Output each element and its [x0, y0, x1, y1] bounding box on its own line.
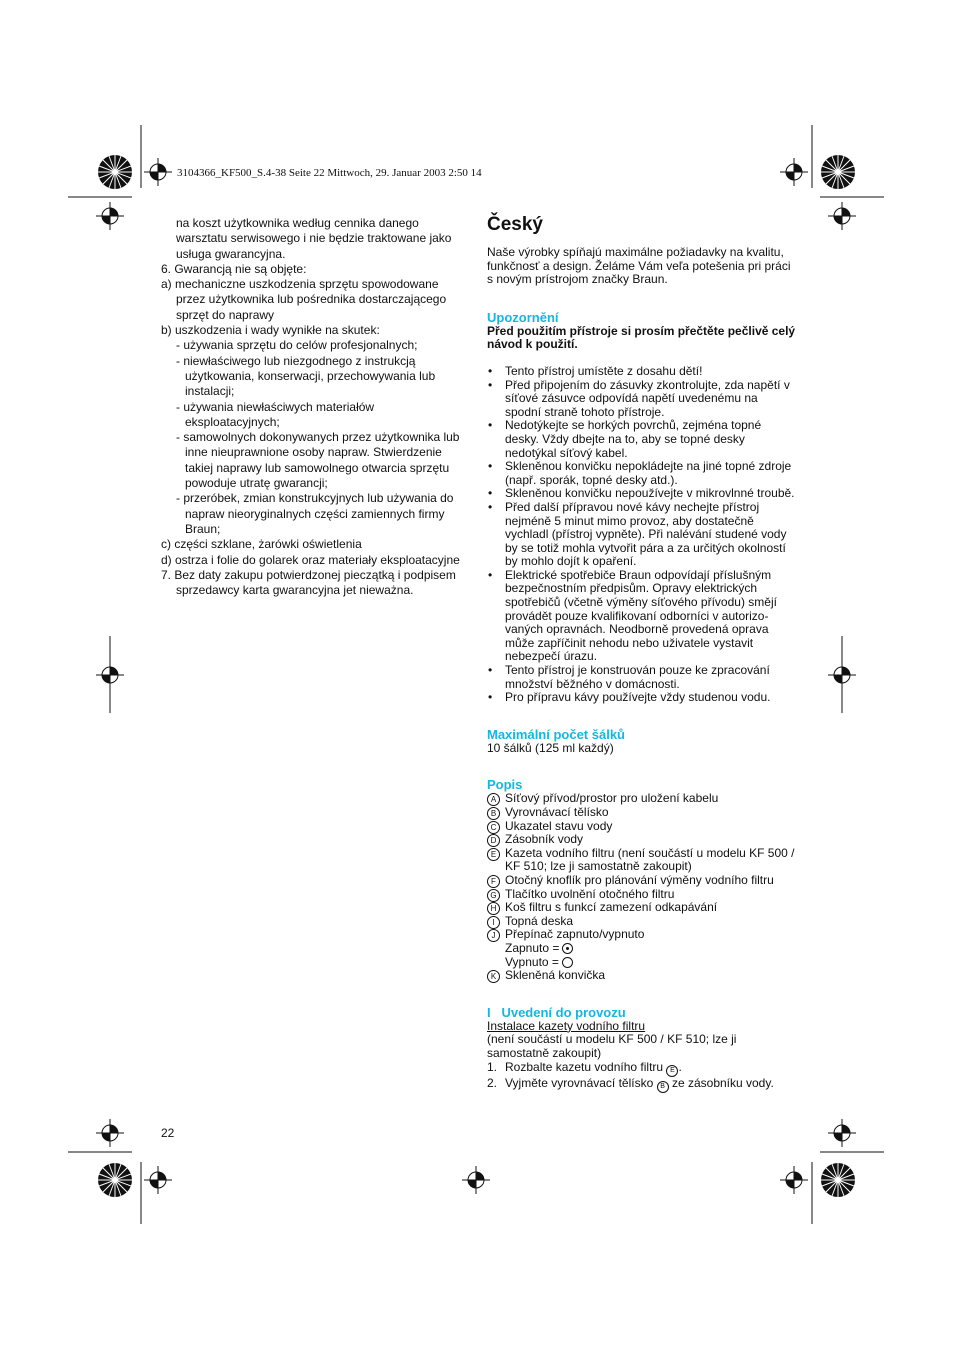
warranty-line: Braun;	[185, 521, 221, 536]
warranty-line: - używania niewłaściwych materiałów	[176, 399, 375, 414]
warning-item: • Skleněnou konvičku nepokládejte na jiné topné zdroje (např. sporák, topné desky atd.).	[487, 460, 797, 487]
part-text: Ukazatel stavu vody	[505, 818, 613, 833]
part-letter-icon: E	[487, 848, 500, 861]
part-text: Přepínač zapnuto/vypnuto	[505, 927, 645, 942]
warranty-line: - samowolnych dokonywanych przez użytkownika lub	[176, 430, 460, 445]
part-letter-icon: F	[487, 875, 500, 888]
warranty-line: przez użytkownika lub pośrednika dostarczającego	[176, 292, 447, 307]
warning-item: • Před připojením do zásuvky zkontrolujte, zda napětí v síťové zásuvce odpovídá napětí uvedenému na spodní straně tohoto přístroje.	[487, 379, 797, 420]
part-text: Zásobník vody	[505, 832, 584, 847]
part-text: Tlačítko uvolnění otočného filtru	[505, 886, 675, 901]
power-on-icon	[562, 943, 573, 954]
left-column-warranty-text	[161, 216, 471, 598]
part-item	[487, 792, 797, 806]
switch-on-row	[487, 942, 797, 956]
part-letter-icon: J	[487, 929, 500, 942]
part-item	[487, 888, 797, 902]
max-cups-text: 10 šálků (125 ml každý)	[487, 740, 614, 755]
print-slug: 3104366_KF500_S.4-38 Seite 22 Mittwoch, 29. Januar 2003 2:50 14	[177, 167, 482, 179]
part-item	[487, 806, 797, 820]
warning-item: • Elektrické spotřebiče Braun odpovídají příslušným bezpečnostním předpisům. Opravy elektrických spotřebičů (včetně výměny síťového přívodu) smějí provádět pouze kvalifikovaní odborníci v autorizo-vaných opravnách. Neodborně provedená oprava může zapříčinit nehodu nebo uživatele vystavit nebezpečí úrazu.	[487, 569, 797, 664]
part-letter-icon: B	[487, 807, 500, 820]
warranty-line: instalacji;	[185, 384, 235, 399]
warranty-line: inne nieuprawnione osoby napraw. Stwierdzenie	[185, 445, 442, 460]
step-text: Rozbalte kazetu vodního filtru	[505, 1059, 667, 1074]
part-text: Síťový přívod/prostor pro uložení kabelu	[505, 791, 719, 806]
switch-off-row	[487, 956, 797, 970]
warning-item: • Pro přípravu kávy používejte vždy studenou vodu.	[487, 691, 797, 705]
warning-item: • Skleněnou konvičku nepoužívejte v mikrovlnné troubě.	[487, 487, 797, 501]
warranty-line: a) mechaniczne uszkodzenia sprzętu spowodowane	[161, 277, 439, 292]
warranty-line: sprzedawcy karta gwarancyjna jet nieważna.	[176, 583, 414, 598]
warning-item: • Nedotýkejte se horkých povrchů, zejména topné desky. Vždy dbejte na to, aby se topné desky nedotýkal síťový kabel.	[487, 419, 797, 460]
warning-bold-text: Před použitím přístroje si prosím přečtěte pečlivě celý návod k použití.	[487, 323, 796, 352]
page-number: 22	[161, 1126, 175, 1140]
part-item	[487, 915, 797, 929]
part-text: Vyrovnávací tělísko	[505, 805, 609, 819]
warranty-line: usługa gwarancyjna.	[176, 246, 286, 261]
part-item	[487, 969, 797, 983]
switch-off-label: Vypnuto =	[505, 954, 559, 969]
part-item	[487, 874, 797, 888]
warranty-line: eksploatacyjnych;	[185, 414, 280, 429]
part-letter-icon: I	[487, 916, 500, 929]
warranty-line: sprzęt do naprawy	[176, 307, 275, 322]
warranty-line: c) części szklane, żarówki oświetlenia	[161, 537, 362, 552]
switch-on-label: Zapnuto =	[505, 940, 560, 955]
part-text: Skleněná konvička	[505, 968, 606, 983]
warning-item: • Před další přípravou nové kávy nechejte přístroj nejméně 5 minut mimo provoz, aby dostatečně vychladl (přístroj vypněte). Při nalévání studené vody by se totiž mohla vytvořit pára a za určitých okolností by mohlo dojít k opaření.	[487, 501, 797, 569]
part-text: Topná deska	[505, 913, 574, 928]
setup-heading: I Uvedení do provozu	[487, 1004, 626, 1020]
warranty-line: 6. Gwarancją nie są objęte:	[161, 261, 307, 276]
step-number: 1.	[487, 1059, 498, 1074]
warning-item: • Tento přístroj umístěte z dosahu dětí!	[487, 365, 797, 379]
warranty-line: na koszt użytkownika według cennika danego	[176, 216, 419, 230]
part-item	[487, 901, 797, 915]
part-letter-icon: A	[487, 793, 500, 806]
part-text: Koš filtru s funkcí zamezení odkapávání	[505, 900, 718, 915]
part-letter-icon: K	[487, 970, 500, 983]
step-number: 2.	[487, 1075, 498, 1090]
warranty-line: warsztatu serwisowego i nie będzie traktowane jako	[176, 231, 452, 246]
setup-subheading: Instalace kazety vodního filtru	[487, 1018, 646, 1033]
power-off-icon	[562, 957, 573, 968]
warning-item: • Tento přístroj je konstruován pouze ke zpracování množství běžného v domácnosti.	[487, 664, 797, 691]
warranty-line: - przeróbek, zmian konstrukcyjnych lub używania do	[176, 491, 454, 506]
step-end: ze zásobníku vody.	[668, 1075, 774, 1090]
part-item	[487, 928, 797, 942]
warranty-line: napraw nieoryginalnych części zamiennych firmy	[185, 506, 445, 521]
warning-list	[487, 365, 797, 705]
part-item	[487, 820, 797, 834]
part-text: Kazeta vodního filtru (není součástí u modelu KF 500 / KF 510; lze ji samostatně zakoupit)	[505, 845, 795, 874]
setup-note: (není součástí u modelu KF 500 / KF 510; lze ji samostatně zakoupit)	[487, 1032, 737, 1060]
right-column-czech	[487, 214, 797, 1093]
setup-step	[487, 1077, 797, 1093]
part-letter-icon: C	[487, 821, 500, 834]
warranty-line: - niewłaściwego lub niezgodnego z instrukcją	[176, 353, 416, 368]
setup-step	[487, 1061, 797, 1077]
setup-steps	[487, 1061, 797, 1093]
warning-heading: Upozornění	[487, 309, 559, 325]
intro-paragraph: Naše výrobky spíňajú maximálne požiadavky na kvalitu, funkčnosť a design. Želáme Vám veľa potešenia pri práci s novým prístrojom značky Braun.	[487, 245, 791, 287]
warranty-line: b) uszkodzenia i wady wynikłe na skutek:	[161, 323, 380, 338]
language-title: Český	[487, 214, 543, 235]
description-heading: Popis	[487, 777, 523, 793]
part-ref-icon: B	[657, 1081, 669, 1093]
part-item	[487, 833, 797, 847]
part-letter-icon: G	[487, 889, 500, 902]
step-text: Vyjměte vyrovnávací tělísko	[505, 1075, 657, 1090]
part-letter-icon: D	[487, 834, 500, 847]
warranty-line: d) ostrza i folie do golarek oraz materiały eksploatacyjne	[161, 552, 460, 567]
part-item	[487, 847, 797, 874]
step-end: .	[678, 1059, 682, 1074]
warranty-line: takiej naprawy lub samowolnego otwarcia sprzętu	[185, 460, 450, 475]
warranty-line: powoduje utratę gwarancji;	[185, 476, 328, 491]
warranty-line: 7. Bez daty zakupu potwierdzonej pieczątką i podpisem	[161, 567, 456, 582]
parts-list	[487, 792, 797, 982]
part-text: Otočný knoflík pro plánování výměny vodního filtru	[505, 872, 774, 887]
part-ref-icon: E	[666, 1065, 678, 1077]
warranty-line: - używania sprzętu do celów profesjonalnych;	[176, 338, 418, 353]
max-cups-heading: Maximální počet šálků	[487, 726, 625, 742]
part-letter-icon: H	[487, 902, 500, 915]
warranty-line: użytkowania, konserwacji, przechowywania lub	[185, 368, 436, 383]
